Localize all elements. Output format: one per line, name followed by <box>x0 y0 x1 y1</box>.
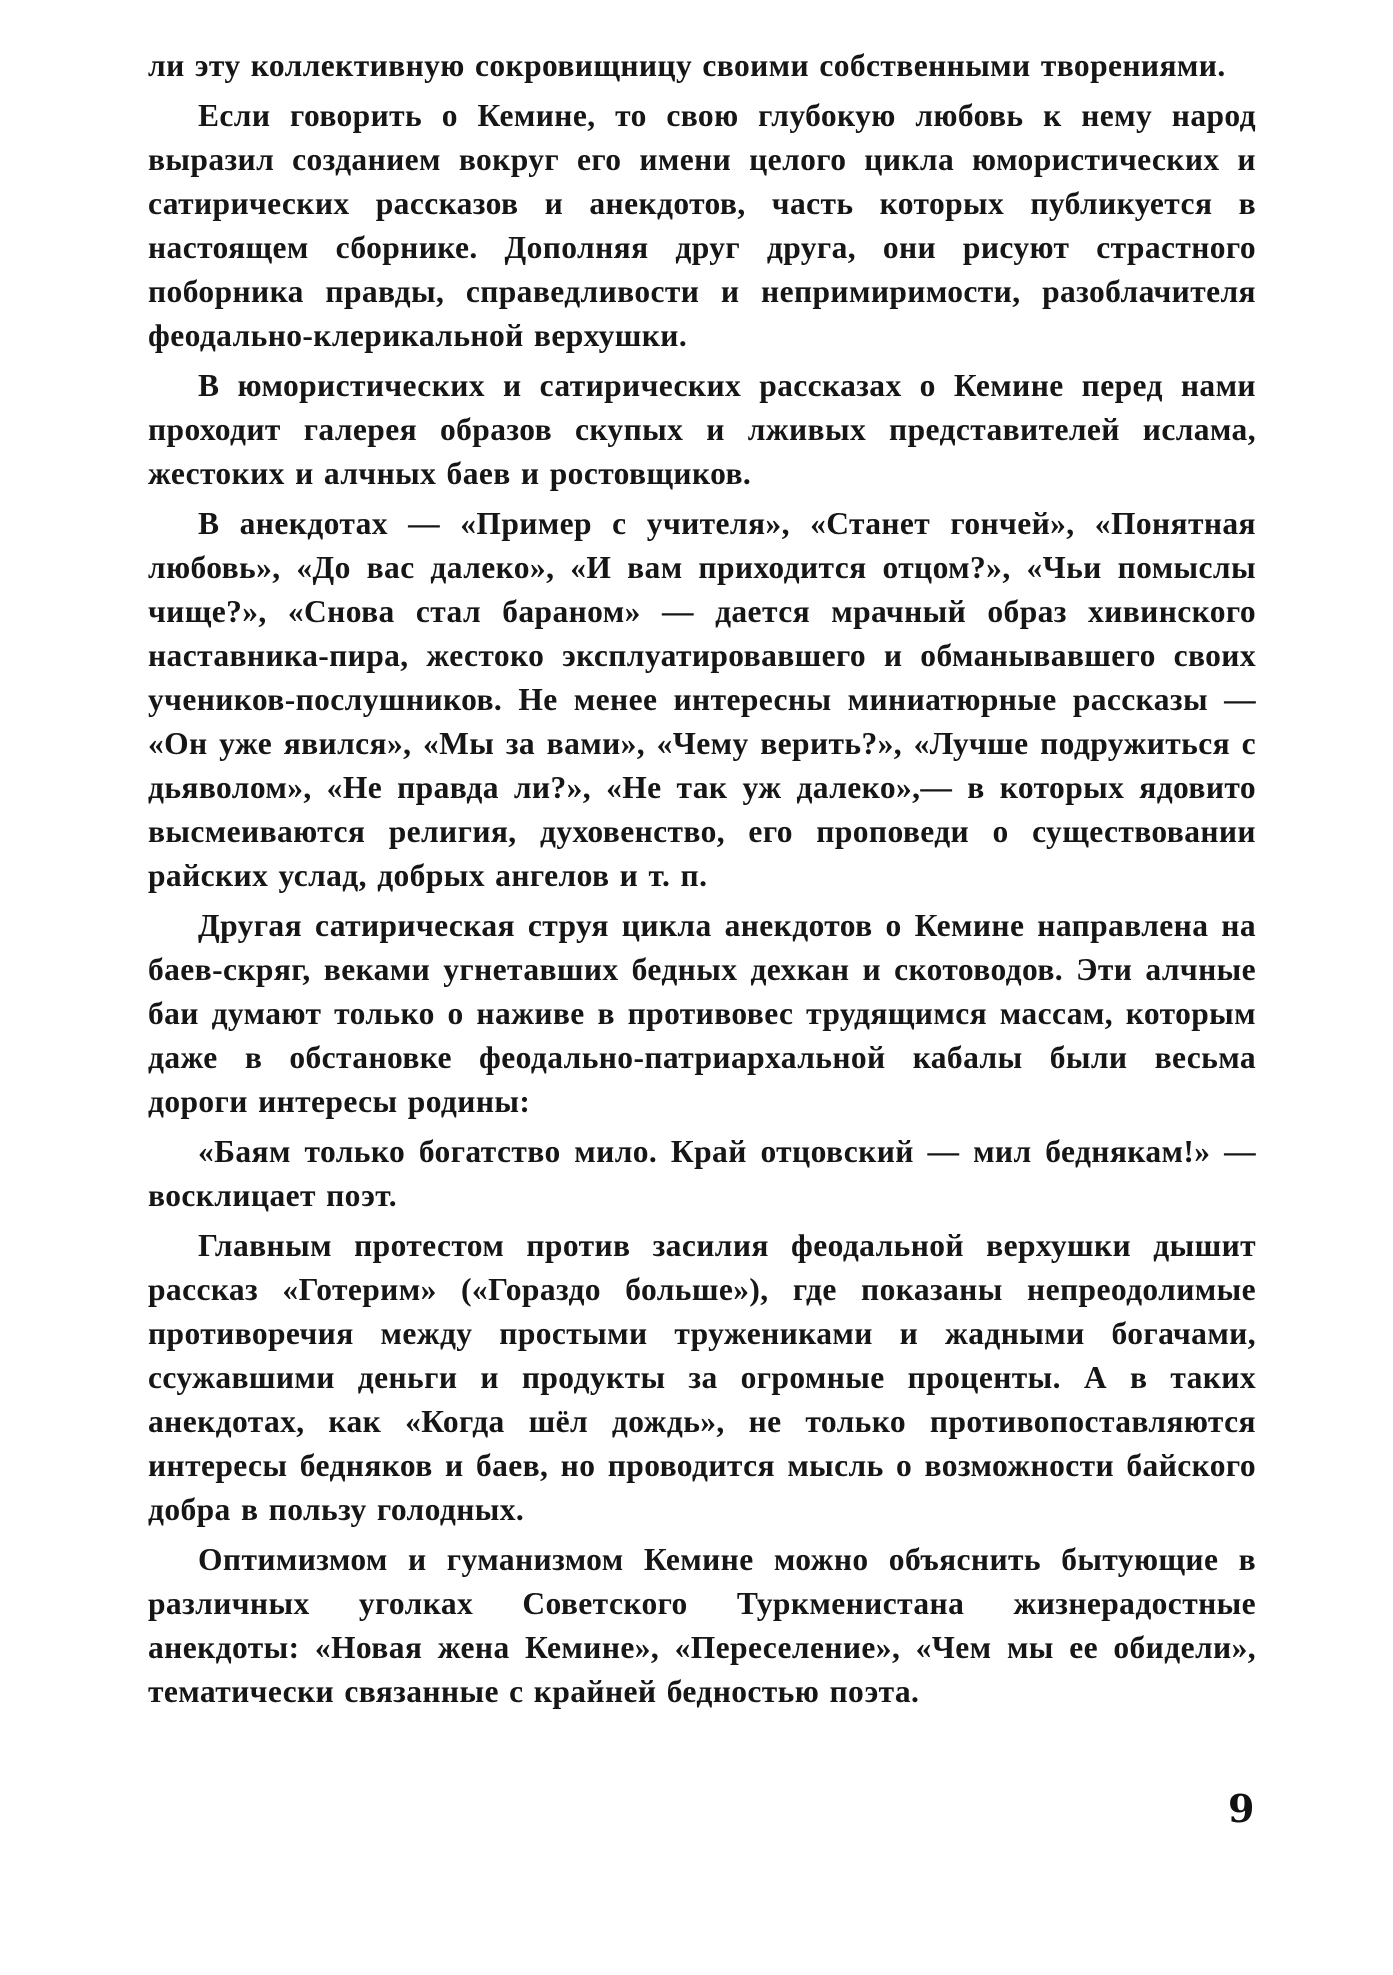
paragraph-quote: «Баям только богатство мило. Край отцовский — мил беднякам!» — восклицает поэт. <box>148 1134 1256 1213</box>
page-number: 9 <box>1228 1786 1255 1831</box>
paragraph-kemine-love: Если говорить о Кемине, то свою глубокую любовь к нему народ выразил созданием вокруг его имени целого цикла юмористических и сатирических рассказов и анекдотов, часть которых публикуется в настоящем сборнике. Дополняя друг друга, они рисуют страстного поборника правды, справедливости и непримиримости, разоблачителя феодально-клерикальной верхушки. <box>148 98 1256 353</box>
paragraph-optimism: Оптимизмом и гуманизмом Кемине можно объяснить бытующие в различных уголках Советского Туркменистана жизнерадостные анекдоты: «Новая жена Кемине», «Переселение», «Чем мы ее обидели», тематически связанные с крайней бедностью поэта. <box>148 1542 1256 1709</box>
paragraph-protest: Главным протестом против засилия феодальной верхушки дышит рассказ «Готерим» («Гораздо больше»), где показаны непреодолимые противоречия между простыми тружениками и жадными богачами, ссужавшими деньги и продукты за огромные проценты. А в таких анекдотах, как «Когда шёл дождь», не только противопоставляются интересы бедняков и баев, но проводится мысль о возможности байского добра в пользу голодных. <box>148 1228 1256 1527</box>
paragraph-continuation: ли эту коллективную сокровищницу своими собственными творениями. <box>148 48 1226 83</box>
paragraph-gallery: В юмористических и сатирических рассказах о Кемине перед нами проходит галерея образов скупых и лживых представителей ислама, жестоких и алчных баев и ростовщиков. <box>148 368 1256 491</box>
body-text <box>148 44 1256 1714</box>
paragraph-satire: Другая сатирическая струя цикла анекдотов о Кемине направлена на баев-скряг, веками угнетавших бедных дехкан и скотоводов. Эти алчные баи думают только о наживе в противовес трудящимся массам, которым даже в обстановке феодально-патриархальной кабалы были весьма дороги интересы родины: <box>148 908 1256 1119</box>
paragraph-anecdotes: В анекдотах — «Пример с учителя», «Станет гончей», «Понятная любовь», «До вас далеко», «И вам приходится отцом?», «Чьи помыслы чище?», «Снова стал бараном» — дается мрачный образ хивинского наставника-пира, жестоко эксплуатировавшего и обманывавшего своих учеников-послушников. Не менее интересны миниатюрные рассказы — «Он уже явился», «Мы за вами», «Чему верить?», «Лучше подружиться с дьяволом», «Не правда ли?», «Не так уж далеко»,— в которых ядовито высмеиваются религия, духовенство, его проповеди о существовании райских услад, добрых ангелов и т. п. <box>148 506 1256 893</box>
